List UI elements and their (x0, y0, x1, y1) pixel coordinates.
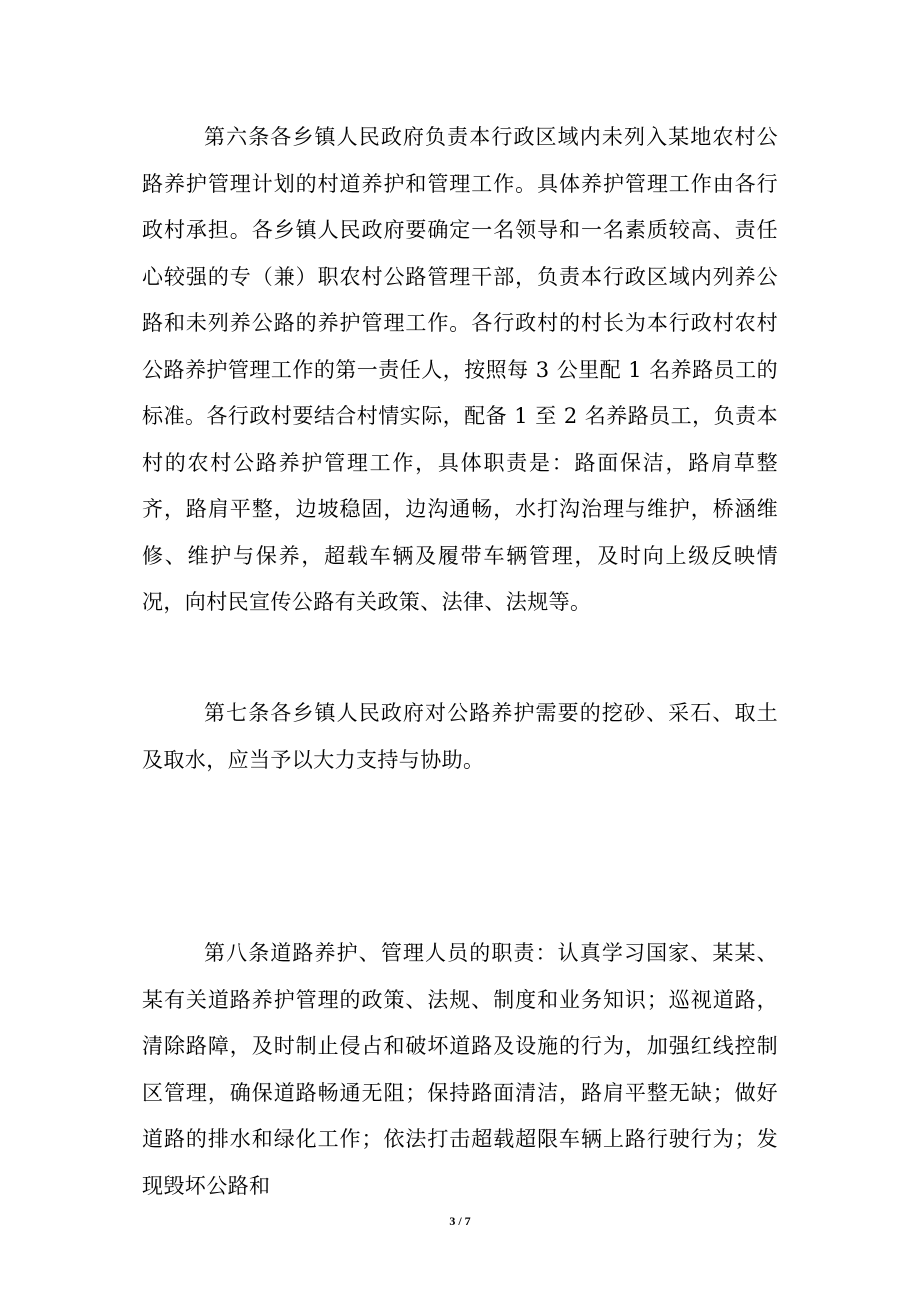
article-6-paragraph: 第六条各乡镇人民政府负责本行政区域内未列入某地农村公路养护管理计划的村道养护和管理工作。具体养护管理工作由各行政村承担。各乡镇人民政府要确定一名领导和一名素质较高、责任心较强的专（兼）职农村公路管理干部，负责本行政区域内列养公路和未列养公路的养护管理工作。各行政村的村长为本行政村农村公路养护管理工作的第一责任人，按照每 3 公里配 1 名养路员工的标准。各行政村要结合村情实际，配备 1 至 2 名养路员工，负责本村的农村公路养护管理工作，具体职责是：路面保洁，路肩草整齐，路肩平整，边坡稳固，边沟通畅，水打沟治理与维护，桥涵维修、维护与保养，超载车辆及履带车辆管理，及时向上级反映情况，向村民宣传公路有关政策、法律、法规等。 (142, 125, 778, 614)
article-7-paragraph: 第七条各乡镇人民政府对公路养护需要的挖砂、采石、取土及取水，应当予以大力支持与协助。 (142, 701, 778, 772)
page-number: 3 / 7 (449, 1214, 471, 1228)
article-8-paragraph: 第八条道路养护、管理人员的职责：认真学习国家、某某、某有关道路养护管理的政策、法规、制度和业务知识；巡视道路，清除路障，及时制止侵占和破坏道路及设施的行为，加强红线控制区管理，确保道路畅通无阻；保持路面清洁，路肩平整无缺；做好道路的排水和绿化工作；依法打击超载超限车辆上路行驶行为；发现毁坏公路和 (142, 941, 778, 1198)
